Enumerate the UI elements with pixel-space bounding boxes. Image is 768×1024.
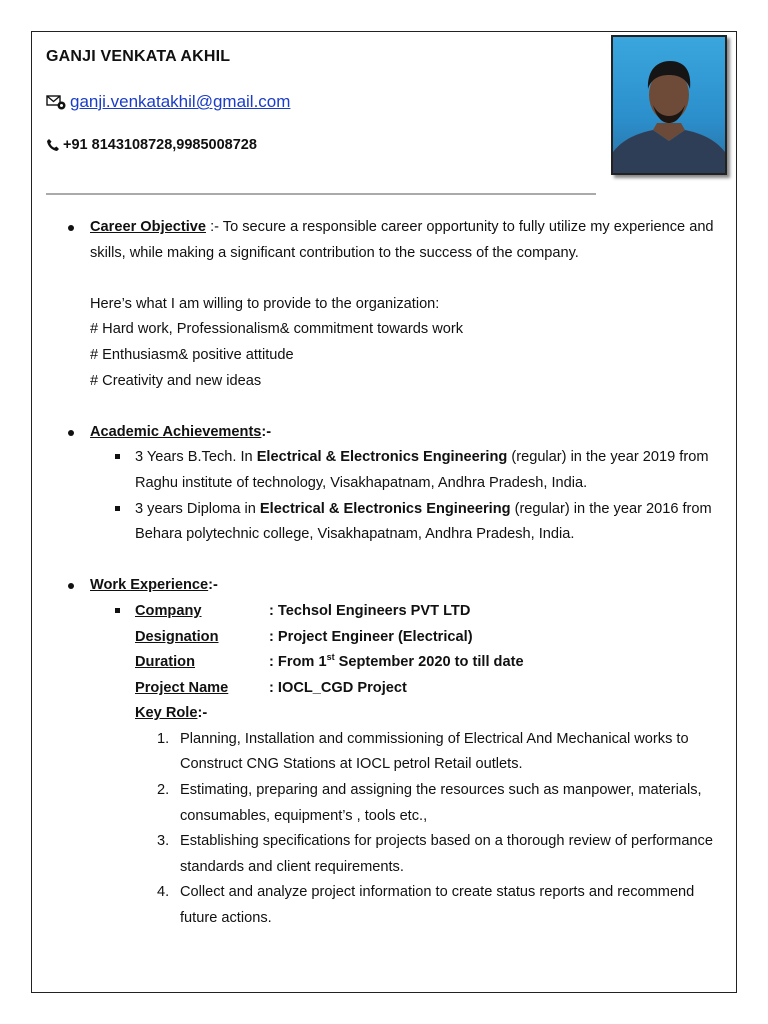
duration-label: Duration: [135, 654, 195, 671]
academic-item-text: (regular) in the year 2016 from Behara polytechnic college, Visakhapatnam, Andhra Pradesh, India.: [135, 500, 712, 543]
provide-intro: Here’s what I am willing to provide to the organization:: [90, 295, 440, 312]
phone-row: [46, 137, 257, 153]
academic-item-text: 3 years Diploma in: [135, 500, 260, 517]
candidate-name: GANJI VENKATA AKHIL: [46, 48, 231, 65]
header-divider: [46, 193, 596, 195]
academic-item-text: 3 Years B.Tech. In: [135, 449, 257, 466]
key-role-number: 2.: [157, 782, 170, 799]
square-bullet-icon: [115, 454, 120, 459]
academic-item-degree: Electrical & Electronics Engineering: [259, 500, 511, 517]
key-role-text: Estimating, preparing and assigning the resources such as manpower, materials, consumables, equipment’s , tools etc.,: [180, 782, 702, 824]
work-details: [46, 599, 726, 932]
career-objective-section: [46, 215, 726, 394]
work-suffix: :-: [208, 577, 218, 594]
profile-photo: [611, 35, 727, 175]
email-row: [46, 92, 290, 112]
key-role-item: [135, 829, 726, 880]
career-objective-title: Career Objective: [90, 219, 207, 235]
duration-sup: st: [326, 652, 335, 663]
duration-end: September 2020 to till date: [334, 654, 524, 671]
academic-item-degree: Electrical & Electronics Engineering: [256, 449, 508, 466]
career-objective-text: To secure a responsible career opportunity to fully utilize my experience and skills, while making a significant contribution to the success of the company.: [90, 219, 714, 261]
provide-point: # Enthusiasm& positive attitude: [90, 346, 294, 363]
key-role-item: [135, 778, 726, 829]
academic-item: [90, 445, 726, 496]
designation-row: [90, 625, 726, 651]
key-role-item: [135, 880, 726, 931]
email-link[interactable]: ganji.venkatakhil@gmail.com: [70, 92, 291, 111]
career-objective-sep: :-: [206, 219, 223, 235]
academic-list: [46, 445, 726, 547]
designation-value: : Project Engineer (Electrical): [269, 628, 473, 645]
work-title: Work Experience: [90, 577, 209, 594]
academic-item: [90, 497, 726, 548]
person-silhouette-icon: [613, 37, 725, 173]
key-role-text: Planning, Installation and commissioning of Electrical And Mechanical works to Construct CNG Stations at IOCL petrol Retail outlets.: [180, 730, 689, 773]
bullet-icon: [68, 225, 74, 231]
company-row: [90, 599, 726, 625]
key-role-text: Collect and analyze project information to create status reports and recommend future actions.: [180, 884, 695, 927]
square-bullet-icon: [115, 506, 120, 511]
resume-body: [46, 215, 726, 932]
work-section: [46, 573, 726, 599]
key-role-number: 4.: [157, 884, 170, 901]
project-value: : IOCL_CGD Project: [269, 679, 407, 696]
key-role-text: Establishing specifications for projects based on a thorough review of performance standards and client requirements.: [180, 833, 713, 875]
duration-value: [269, 650, 524, 676]
phone-numbers: +91 8143108728,9985008728: [63, 137, 257, 153]
company-label: Company: [135, 602, 202, 619]
company-value: : Techsol Engineers PVT LTD: [269, 602, 471, 619]
key-role-suffix: :-: [197, 705, 208, 722]
key-role-heading: [90, 701, 726, 727]
academic-suffix: :-: [261, 423, 272, 440]
duration-start: : From 1: [269, 654, 327, 671]
bullet-icon: [68, 583, 74, 589]
phone-icon: [46, 138, 60, 152]
square-bullet-icon: [115, 608, 120, 613]
email-icon: [46, 94, 66, 110]
project-label: Project Name: [135, 679, 229, 696]
key-role-list: [90, 727, 726, 932]
key-role-number: 1.: [157, 730, 170, 747]
provide-point: # Hard work, Professionalism& commitment towards work: [90, 321, 464, 338]
key-role-number: 3.: [157, 833, 170, 850]
academic-section: [46, 420, 726, 446]
key-role-item: [135, 727, 726, 778]
project-row: [90, 676, 726, 702]
key-role-label: Key Role: [135, 705, 198, 722]
academic-title: Academic Achievements: [90, 423, 262, 440]
designation-label: Designation: [135, 628, 219, 645]
provide-point: # Creativity and new ideas: [90, 372, 262, 389]
duration-row: [90, 650, 726, 676]
bullet-icon: [68, 430, 74, 436]
academic-item-text: (regular) in the year 2019 from Raghu institute of technology, Visakhapatnam, Andhra Pradesh, India.: [135, 449, 709, 491]
